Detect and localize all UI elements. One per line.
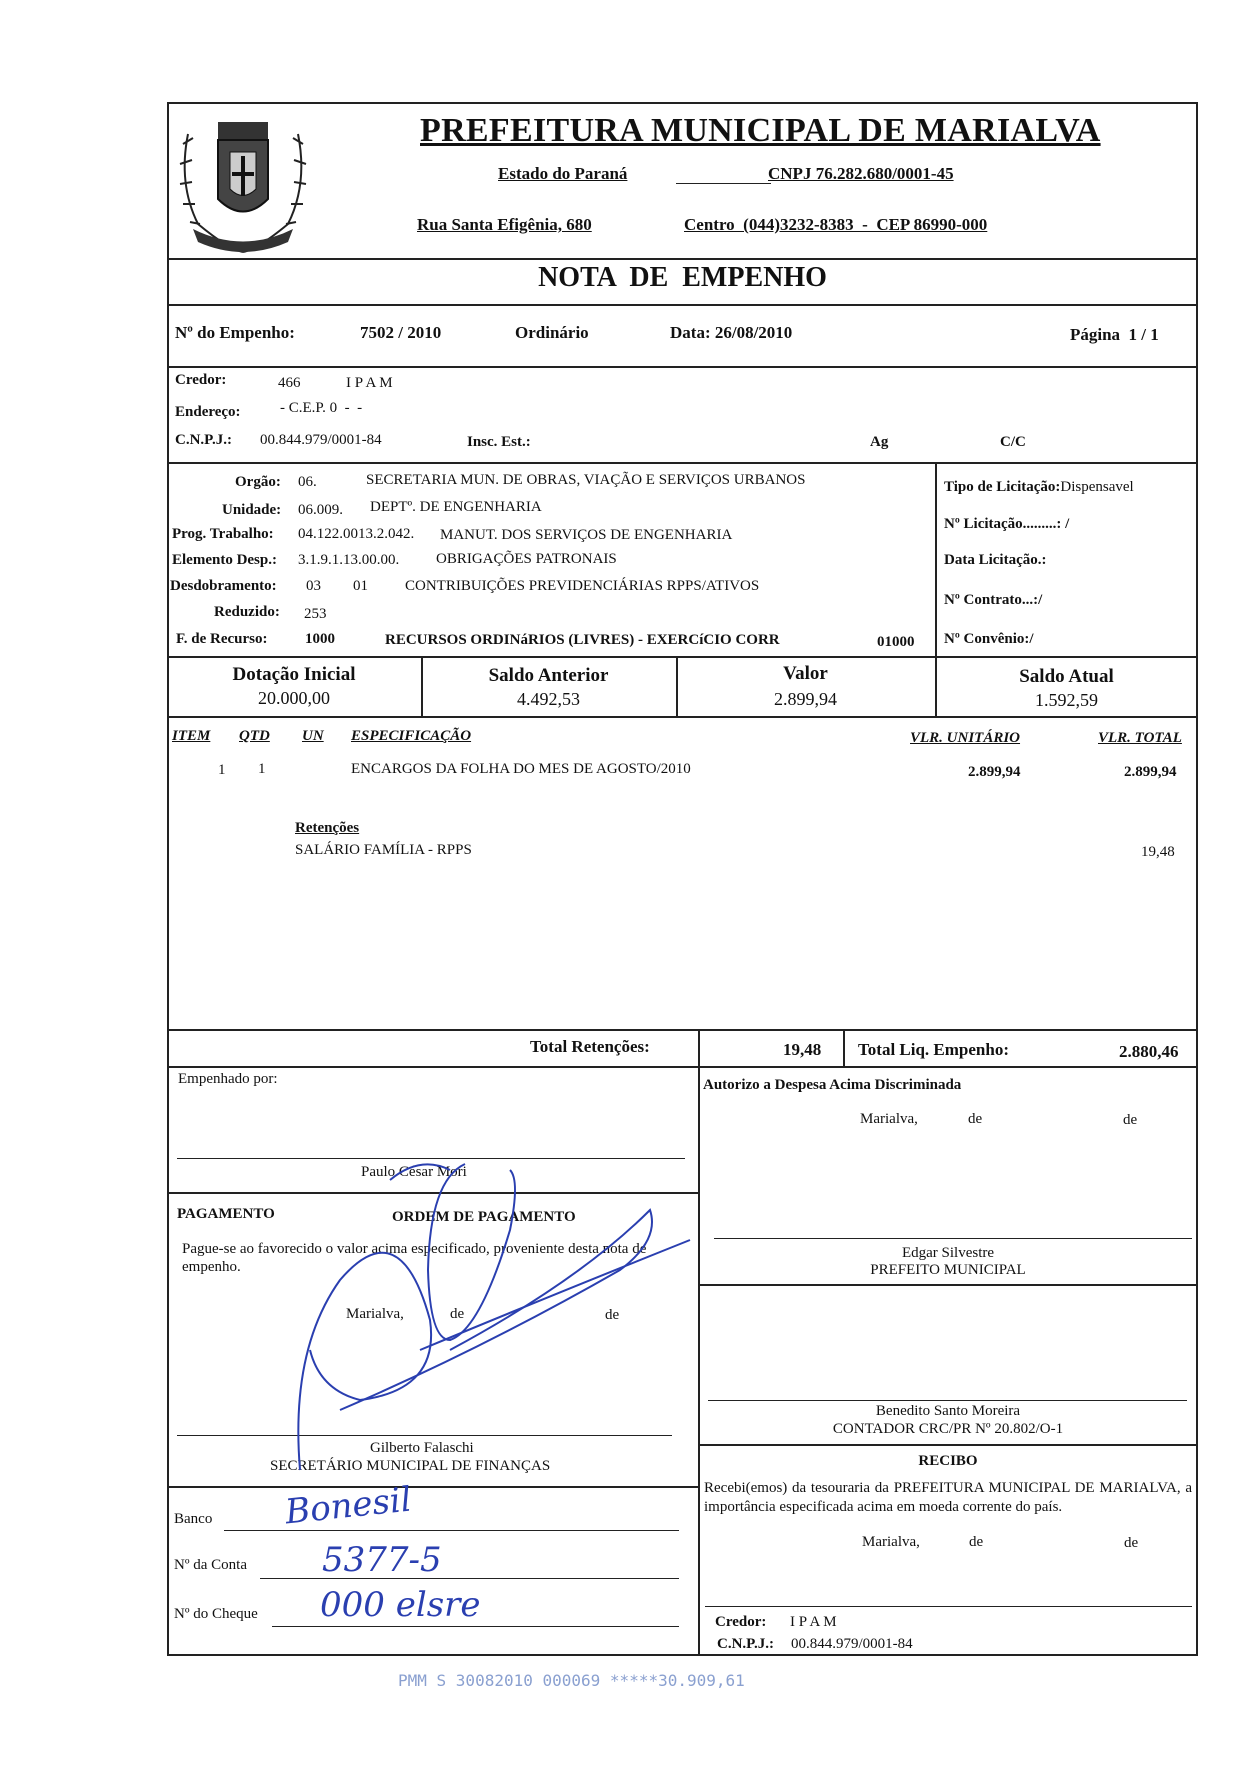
tipo-licitacao-value: Dispensavel xyxy=(1060,479,1134,495)
pagamento-de-2: de xyxy=(605,1307,620,1323)
unidade-name: DEPTº. DE ENGENHARIA xyxy=(370,499,542,515)
item-total-value: 2.899,94 xyxy=(1124,764,1177,780)
desdobramento-code1: 03 xyxy=(306,578,321,594)
cheque-label: Nº do Cheque xyxy=(174,1606,258,1622)
total-liquido-label: Total Liq. Empenho: xyxy=(858,1040,1009,1059)
empenho-number: 7502 / 2010 xyxy=(360,323,442,342)
reduzido-label: Reduzido: xyxy=(214,604,280,620)
saldo-anterior-label: Saldo Anterior xyxy=(488,665,609,686)
items-header-item: ITEM xyxy=(172,728,211,744)
recibo-credor-name: I P A M xyxy=(790,1614,837,1630)
recibo-cnpj: 00.844.979/0001-84 xyxy=(791,1636,913,1652)
cheque-handwritten: 000 elsre xyxy=(320,1585,481,1625)
unidade-label: Unidade: xyxy=(222,502,282,518)
state-label: Estado do Paraná xyxy=(498,164,628,183)
elemento-name: OBRIGAÇÕES PATRONAIS xyxy=(436,551,617,567)
saldo-atual-label: Saldo Atual xyxy=(1019,666,1114,687)
agency-label: Ag xyxy=(870,434,889,450)
pagamento-de-1: de xyxy=(450,1306,465,1322)
document-title: NOTA DE EMPENHO xyxy=(538,262,827,293)
items-header-qtd: QTD xyxy=(239,728,270,744)
total-liquido-value: 2.880,46 xyxy=(1119,1042,1179,1061)
recurso-name: RECURSOS ORDINáRIOS (LIVRES) - EXERCíCIO CORR xyxy=(385,632,780,648)
tipo-licitacao-label: Tipo de Licitação: xyxy=(944,479,1061,495)
coat-of-arms-icon xyxy=(168,104,318,254)
unidade-code: 06.009. xyxy=(298,502,343,518)
prefeito-title: PREFEITO MUNICIPAL xyxy=(870,1262,1026,1278)
signature-drawing xyxy=(280,1150,700,1490)
recibo-de-1: de xyxy=(969,1534,984,1550)
secretario-title: SECRETÁRIO MUNICIPAL DE FINANÇAS xyxy=(270,1458,551,1474)
dotacao-value: 20.000,00 xyxy=(258,688,330,708)
recibo-cnpj-label: C.N.P.J.: xyxy=(717,1636,774,1652)
tipo-licitacao xyxy=(944,479,1134,496)
valor-value: 2.899,94 xyxy=(774,689,837,709)
empenhado-label: Empenhado por: xyxy=(178,1071,278,1087)
pagamento-marialva: Marialva, xyxy=(346,1306,404,1322)
retencoes-label: Retenções xyxy=(295,820,360,836)
items-header-un: UN xyxy=(302,728,324,744)
recibo-credor-label: Credor: xyxy=(715,1614,767,1630)
items-header-total: VLR. TOTAL xyxy=(1098,730,1182,746)
pague-se-text: Pague-se ao favorecido o valor acima especificado, proveniente desta nota de empenho. xyxy=(182,1241,647,1275)
conta-label: Nº da Conta xyxy=(174,1557,247,1573)
recurso-label: F. de Recurso: xyxy=(176,631,268,647)
credor-code: 466 xyxy=(278,375,301,391)
item-qtd: 1 xyxy=(258,761,266,777)
conta-handwritten: 5377-5 xyxy=(322,1540,442,1580)
page-title: PREFEITURA MUNICIPAL DE MARIALVA xyxy=(420,112,1101,149)
data-licitacao: Data Licitação.: xyxy=(944,552,1047,568)
item-spec: ENCARGOS DA FOLHA DO MES DE AGOSTO/2010 xyxy=(351,761,691,777)
elemento-code: 3.1.9.1.13.00.00. xyxy=(298,552,400,568)
recibo-text: Recebi(emos) da tesouraria da PREFEITURA MUNICIPAL DE MARIALVA, a importância especificada acima em moeda corrente do país. xyxy=(704,1480,1192,1515)
page-number: Página 1 / 1 xyxy=(1070,325,1159,344)
account-label: C/C xyxy=(1000,434,1026,450)
numero-licitacao: Nº Licitação.........: / xyxy=(944,516,1070,532)
items-header-unit: VLR. UNITÁRIO xyxy=(910,730,1021,746)
prog-name: MANUT. DOS SERVIÇOS DE ENGENHARIA xyxy=(440,527,733,543)
numero-contrato: Nº Contrato...:/ xyxy=(944,592,1043,608)
credor-label: Credor: xyxy=(175,372,227,388)
retencao-value: 19,48 xyxy=(1141,844,1175,860)
desdobramento-label: Desdobramento: xyxy=(170,578,277,594)
contador-name: Benedito Santo Moreira xyxy=(875,1403,1021,1419)
empenho-type: Ordinário xyxy=(515,323,589,342)
ordem-pagamento-label: ORDEM DE PAGAMENTO xyxy=(392,1209,576,1225)
autorizo-de-1: de xyxy=(968,1111,983,1127)
address-label: Rua Santa Efigênia, 680 xyxy=(417,215,592,234)
autorizo-marialva: Marialva, xyxy=(860,1111,918,1127)
prog-code: 04.122.0013.2.042. xyxy=(298,526,415,542)
recibo-marialva: Marialva, xyxy=(862,1534,920,1550)
valor-label: Valor xyxy=(783,663,828,684)
insc-est-label: Insc. Est.: xyxy=(467,434,531,450)
saldo-anterior-value: 4.492,53 xyxy=(517,689,580,709)
autorizo-label: Autorizo a Despesa Acima Discriminada xyxy=(703,1077,962,1093)
items-header-spec: ESPECIFICAÇÃO xyxy=(351,728,472,744)
orgao-label: Orgão: xyxy=(235,474,281,490)
recurso-code2: 01000 xyxy=(877,634,915,650)
credor-address: - C.E.P. 0 - - xyxy=(280,400,363,416)
banco-handwritten: Bonesil xyxy=(283,1479,414,1533)
contact-label: Centro (044)3232-8383 - CEP 86990-000 xyxy=(684,215,988,234)
address-field-label: Endereço: xyxy=(175,404,241,420)
retencao-name: SALÁRIO FAMÍLIA - RPPS xyxy=(295,842,472,858)
credor-cnpj: 00.844.979/0001-84 xyxy=(260,432,382,448)
desdobramento-name: CONTRIBUIÇÕES PREVIDENCIÁRIAS RPPS/ATIVOS xyxy=(405,578,760,594)
empenho-date: Data: 26/08/2010 xyxy=(670,323,793,342)
total-retencoes-value: 19,48 xyxy=(783,1040,822,1059)
empenho-label: Nº do Empenho: xyxy=(175,323,295,342)
elemento-label: Elemento Desp.: xyxy=(172,552,277,568)
autorizo-de-2: de xyxy=(1123,1112,1138,1128)
banco-label: Banco xyxy=(174,1511,213,1527)
empenhado-name: Paulo César Mori xyxy=(361,1164,467,1180)
secretario-name: Gilberto Falaschi xyxy=(370,1440,474,1456)
cnpj-label: CNPJ 76.282.680/0001-45 xyxy=(768,164,954,183)
reduzido-value: 253 xyxy=(304,606,327,622)
item-number: 1 xyxy=(218,762,226,778)
recurso-code: 1000 xyxy=(305,631,335,647)
pagamento-label: PAGAMENTO xyxy=(177,1206,275,1222)
prog-label: Prog. Trabalho: xyxy=(172,526,274,542)
orgao-code: 06. xyxy=(298,474,317,490)
recibo-de-2: de xyxy=(1124,1535,1139,1551)
credor-name: I P A M xyxy=(346,375,393,391)
desdobramento-code2: 01 xyxy=(353,578,368,594)
cnpj-field-label: C.N.P.J.: xyxy=(175,432,232,448)
item-unit-value: 2.899,94 xyxy=(968,764,1021,780)
orgao-name: SECRETARIA MUN. DE OBRAS, VIAÇÃO E SERVIÇOS URBANOS xyxy=(366,472,806,488)
recibo-label: RECIBO xyxy=(918,1453,978,1469)
footer-stamp: PMM S 30082010 000069 *****30.909,61 xyxy=(398,1671,745,1690)
dotacao-label: Dotação Inicial xyxy=(232,664,356,685)
contador-title: CONTADOR CRC/PR Nº 20.802/O-1 xyxy=(832,1421,1064,1437)
numero-convenio: Nº Convênio:/ xyxy=(944,631,1034,647)
saldo-atual-value: 1.592,59 xyxy=(1035,690,1098,710)
total-retencoes-label: Total Retenções: xyxy=(530,1037,650,1056)
prefeito-name: Edgar Silvestre xyxy=(901,1245,995,1261)
